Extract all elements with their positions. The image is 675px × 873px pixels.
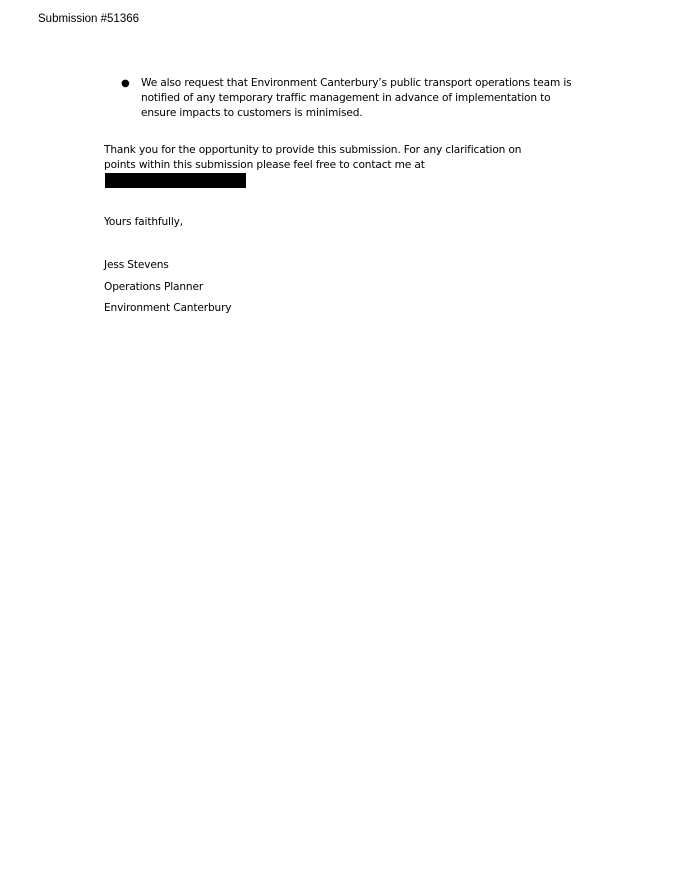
document-body <box>104 76 584 323</box>
salutation: Yours faithfully, <box>104 216 183 228</box>
bullet-icon: ● <box>121 78 130 89</box>
bullet-list-item <box>104 76 573 121</box>
closing-paragraph-text: Thank you for the opportunity to provide this submission. For any clarification on points within this submission please feel free to contact me at <box>104 144 522 171</box>
signatory-name: Jess Stevens <box>104 259 169 271</box>
signatory-role: Operations Planner <box>104 280 204 293</box>
closing-paragraph <box>104 143 554 188</box>
signatory-organisation: Environment Canterbury <box>104 302 232 314</box>
submission-number-label: Submission #51366 <box>38 13 140 25</box>
signature-block <box>104 258 584 316</box>
bullet-text: We also request that Environment Canterbury’s public transport operations team is notified of any temporary traffic management in advance of implementation to ensure impacts to customers is minimised. <box>141 77 572 119</box>
redaction-box <box>105 173 246 188</box>
